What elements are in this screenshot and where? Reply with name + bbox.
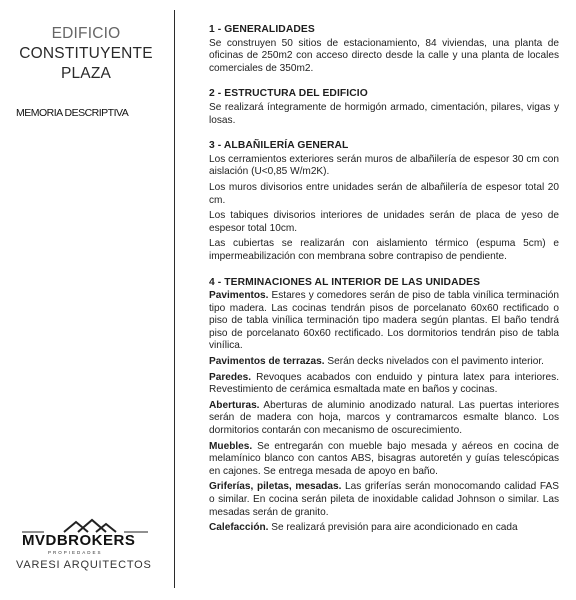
- paragraph-text: Estares y comedores serán de piso de tabla vinílica terminación tipo madera. Las cocinas tendrán pisos de porcelanato 60x60 rectificado o piso de tabla vinílica terminación tipo madera según plantas. El baño tendrá piso de porcelanato 60x60 rectificado. Los dormitorios tendrán piso de tabla vinílica.: [209, 290, 559, 352]
- paragraph-text: Los muros divisorios entre unidades serán de albañilería de espesor total 20 cm.: [209, 181, 559, 206]
- section-2: [209, 88, 559, 127]
- section-heading: 3 - ALBAÑILERÍA GENERAL: [209, 140, 349, 152]
- paragraph-text: Revoques acabados con enduido y pintura latex para interiores. Revestimiento de cerámica esmaltada mate en baños y cocinas.: [209, 371, 559, 396]
- paragraph-text: Los tabiques divisorios interiores de unidades serán de placa de yeso de espesor total 10cm.: [209, 210, 559, 234]
- paragraph-term: Paredes.: [209, 371, 252, 383]
- paragraph-text: Se construyen 50 sitios de estacionamiento, 84 viviendas, una planta de oficinas de 250m2 con acceso directo desde la calle y una planta de locales comerciales de 350m2.: [209, 37, 559, 74]
- title-line-3: PLAZA: [60, 65, 112, 82]
- paragraph: [209, 290, 559, 353]
- paragraph: [209, 441, 559, 479]
- paragraph-text: Aberturas de aluminio anodizado natural. Las puertas interiores serán de madera con hoja, marcos y contramarcos esmalte blanco. Los dormitorios contarán con mecanismo de oscurecimiento.: [209, 399, 559, 437]
- title-line-1: EDIFICIO: [51, 25, 121, 42]
- paragraph: [209, 522, 559, 535]
- paragraph-text: Las griferías serán monocomando calidad FAS o similar. En cocina serán pileta de inoxidable calidad Johnson o similar. Las mesadas serán de granito.: [209, 481, 559, 518]
- section-heading: 2 - ESTRUCTURA DEL EDIFICIO: [209, 88, 368, 100]
- paragraph-text: Se entregarán con mueble bajo mesada y aéreos en cocina de melamínico blanco con cantos ABS, bisagras autoretén y guías telescópicas en cajones. Se entrega mesada de apoyo en baño.: [209, 440, 559, 477]
- paragraph-term: Muebles.: [209, 440, 253, 452]
- building-title: [0, 24, 172, 84]
- title-line-2: CONSTITUYENTE: [19, 45, 153, 62]
- section-heading: 4 - TERMINACIONES AL INTERIOR DE LAS UNIDADES: [209, 276, 481, 288]
- paragraph-text: Se realizará previsión para aire acondicionado en cada: [268, 522, 518, 534]
- paragraph-term: Aberturas.: [209, 399, 260, 411]
- paragraph-term: Griferías, piletas, mesadas.: [209, 481, 342, 493]
- vertical-divider: [174, 10, 175, 588]
- paragraph-text: Las cubiertas se realizarán con aislamiento térmico (espuma 5cm) e impermeabilización con membrana sobre contrapiso de pendiente.: [209, 238, 559, 262]
- paragraph: [209, 210, 559, 235]
- paragraph: [209, 38, 559, 76]
- section-3: [209, 140, 559, 263]
- architects-name: VARESI ARQUITECTOS: [16, 559, 152, 571]
- paragraph-text: Los cerramientos exteriores serán muros de albañilería de espesor 30 cm con aislación (U<0,85 W/m2K).: [209, 153, 559, 178]
- sidebar: [0, 0, 172, 600]
- document-body: [209, 24, 559, 548]
- paragraph-term: Pavimentos de terrazas.: [209, 356, 325, 368]
- document-subtitle: MEMORIA DESCRIPTIVA: [16, 107, 129, 119]
- paragraph: [209, 400, 559, 438]
- paragraph: [209, 238, 559, 263]
- section-heading: 1 - GENERALIDADES: [209, 24, 315, 35]
- brand-subtext: PROPIEDADES: [48, 550, 103, 555]
- paragraph-text: Se realizará íntegramente de hormigón armado, cimentación, pilares, vigas y losas.: [209, 101, 559, 126]
- paragraph: [209, 372, 559, 397]
- brand-name: MVDBROKERS: [22, 532, 136, 549]
- paragraph: [209, 154, 559, 179]
- paragraph: [209, 356, 559, 369]
- section-1: [209, 24, 559, 75]
- paragraph-text: Serán decks nivelados con el pavimento interior.: [324, 356, 544, 368]
- paragraph: [209, 481, 559, 519]
- section-4: [209, 277, 559, 535]
- paragraph-term: Calefacción.: [209, 522, 269, 534]
- paragraph-term: Pavimentos.: [209, 290, 269, 302]
- paragraph: [209, 182, 559, 207]
- paragraph: [209, 102, 559, 127]
